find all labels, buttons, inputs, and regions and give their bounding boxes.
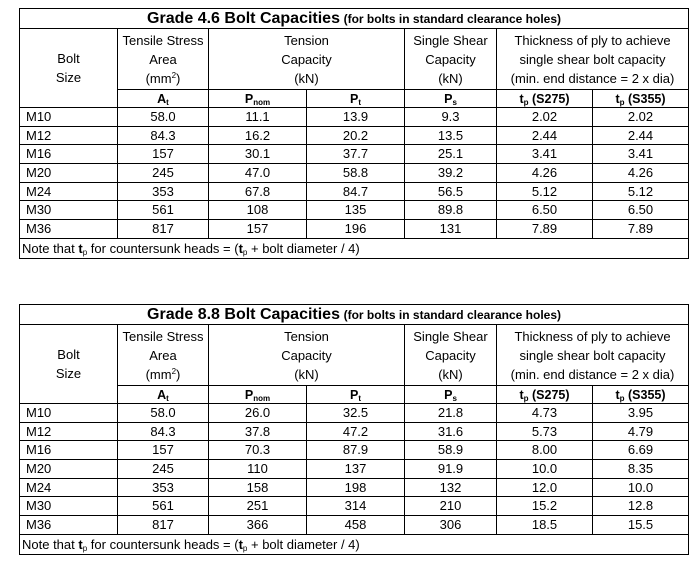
ps-cell: 132: [405, 478, 497, 497]
table-row: [20, 404, 689, 423]
ps-cell: 56.5: [405, 182, 497, 201]
tp-s275-cell: 12.0: [497, 478, 593, 497]
table-row: [20, 220, 689, 239]
pnom-cell: 37.8: [209, 422, 307, 441]
tp-s275-cell: 6.50: [497, 201, 593, 220]
tensile-area-cell: 817: [118, 516, 209, 535]
table-row: [20, 516, 689, 535]
tp-s275-cell: 5.73: [497, 422, 593, 441]
table-row: [20, 460, 689, 479]
shear-capacity-header: Single Shear Capacity (kN): [405, 29, 497, 90]
pt-cell: 314: [307, 497, 405, 516]
tp-s275-cell: 5.12: [497, 182, 593, 201]
pnom-cell: 157: [209, 220, 307, 239]
table-row: [20, 108, 689, 127]
table-row: [20, 441, 689, 460]
symbol-pt: $P_t$: [307, 386, 405, 404]
tp-s355-cell: 7.89: [593, 220, 689, 239]
ps-cell: 131: [405, 220, 497, 239]
pt-cell: 13.9: [307, 108, 405, 127]
bolt-size-cell: M20: [20, 460, 118, 479]
pt-cell: 137: [307, 460, 405, 479]
tension-capacity-header: Tension Capacity (kN): [209, 325, 405, 386]
pnom-cell: 47.0: [209, 164, 307, 183]
grade-8-8-table: [19, 304, 689, 555]
bolt-size-cell: M20: [20, 164, 118, 183]
symbol-at: $A_t$: [118, 386, 209, 404]
tp-s355-cell: 12.8: [593, 497, 689, 516]
bolt-size-cell: M24: [20, 182, 118, 201]
tensile-area-cell: 58.0: [118, 108, 209, 127]
ps-cell: 58.9: [405, 441, 497, 460]
tensile-area-cell: 245: [118, 460, 209, 479]
bolt-size-cell: M24: [20, 478, 118, 497]
tp-s275-cell: 3.41: [497, 145, 593, 164]
symbol-tp-s355: $t_p$ (S355): [593, 386, 689, 404]
tp-s355-cell: 3.95: [593, 404, 689, 423]
pnom-cell: 251: [209, 497, 307, 516]
tp-s355-cell: 8.35: [593, 460, 689, 479]
bolt-size-cell: M10: [20, 404, 118, 423]
pnom-cell: 67.8: [209, 182, 307, 201]
tp-s275-cell: 18.5: [497, 516, 593, 535]
pt-cell: 20.2: [307, 126, 405, 145]
pnom-cell: 70.3: [209, 441, 307, 460]
tensile-area-cell: 353: [118, 182, 209, 201]
symbol-ps: $P_s$: [405, 90, 497, 108]
tp-s355-cell: 4.26: [593, 164, 689, 183]
tp-s355-cell: 2.02: [593, 108, 689, 127]
tensile-area-cell: 157: [118, 441, 209, 460]
pnom-cell: 11.1: [209, 108, 307, 127]
pt-cell: 37.7: [307, 145, 405, 164]
pt-cell: 198: [307, 478, 405, 497]
bolt-size-cell: M30: [20, 201, 118, 220]
symbol-pt: $P_t$: [307, 90, 405, 108]
pnom-cell: 16.2: [209, 126, 307, 145]
bolt-size-cell: M36: [20, 516, 118, 535]
ps-cell: 89.8: [405, 201, 497, 220]
bolt-size-header: Bolt Size: [20, 29, 118, 108]
table-row: [20, 497, 689, 516]
symbol-ps: $P_s$: [405, 386, 497, 404]
tension-capacity-header: Tension Capacity (kN): [209, 29, 405, 90]
bolt-size-cell: M16: [20, 145, 118, 164]
ps-cell: 306: [405, 516, 497, 535]
pnom-cell: 366: [209, 516, 307, 535]
pnom-cell: 110: [209, 460, 307, 479]
pnom-cell: 158: [209, 478, 307, 497]
ply-thickness-header: Thickness of ply to achieve single shear bolt capacity (min. end distance = 2 x dia): [497, 29, 689, 90]
table-title: Grade 8.8 Bolt Capacities (for bolts in standard clearance holes): [20, 305, 689, 325]
tensile-area-cell: 84.3: [118, 422, 209, 441]
tp-s355-cell: 4.79: [593, 422, 689, 441]
table-note: Note that $t_p$ for countersunk heads = ($t_p$ + bolt diameter / 4): [20, 238, 689, 258]
tp-s355-cell: 6.69: [593, 441, 689, 460]
tensile-area-cell: 157: [118, 145, 209, 164]
symbol-tp-s275: $t_p$ (S275): [497, 386, 593, 404]
ply-thickness-header: Thickness of ply to achieve single shear bolt capacity (min. end distance = 2 x dia): [497, 325, 689, 386]
pt-cell: 47.2: [307, 422, 405, 441]
pnom-cell: 108: [209, 201, 307, 220]
symbol-tp-s275: $t_p$ (S275): [497, 90, 593, 108]
table-title: Grade 4.6 Bolt Capacities (for bolts in standard clearance holes): [20, 9, 689, 29]
pt-cell: 87.9: [307, 441, 405, 460]
tp-s355-cell: 10.0: [593, 478, 689, 497]
tp-s275-cell: 4.73: [497, 404, 593, 423]
ps-cell: 21.8: [405, 404, 497, 423]
tensile-area-cell: 561: [118, 201, 209, 220]
table-row: [20, 126, 689, 145]
pnom-cell: 26.0: [209, 404, 307, 423]
tensile-area-cell: 353: [118, 478, 209, 497]
table-row: [20, 201, 689, 220]
pt-cell: 458: [307, 516, 405, 535]
table-row: [20, 478, 689, 497]
ps-cell: 25.1: [405, 145, 497, 164]
tp-s275-cell: 8.00: [497, 441, 593, 460]
symbol-pnom: $P_{nom}$: [209, 90, 307, 108]
tp-s275-cell: 7.89: [497, 220, 593, 239]
tensile-area-header: Tensile Stress Area $(mm^2)$: [118, 325, 209, 386]
ps-cell: 9.3: [405, 108, 497, 127]
bolt-size-header: Bolt Size: [20, 325, 118, 404]
tp-s355-cell: 6.50: [593, 201, 689, 220]
ps-cell: 31.6: [405, 422, 497, 441]
tensile-area-cell: 561: [118, 497, 209, 516]
bolt-size-cell: M12: [20, 126, 118, 145]
symbol-tp-s355: $t_p$ (S355): [593, 90, 689, 108]
table-note: Note that $t_p$ for countersunk heads = ($t_p$ + bolt diameter / 4): [20, 534, 689, 554]
tensile-area-cell: 58.0: [118, 404, 209, 423]
tp-s275-cell: 4.26: [497, 164, 593, 183]
symbol-pnom: $P_{nom}$: [209, 386, 307, 404]
table-row: [20, 145, 689, 164]
ps-cell: 210: [405, 497, 497, 516]
tensile-area-cell: 245: [118, 164, 209, 183]
tp-s355-cell: 5.12: [593, 182, 689, 201]
tensile-area-header: Tensile Stress Area $(mm^2)$: [118, 29, 209, 90]
pnom-cell: 30.1: [209, 145, 307, 164]
bolt-size-cell: M12: [20, 422, 118, 441]
ps-cell: 91.9: [405, 460, 497, 479]
table-row: [20, 182, 689, 201]
bolt-size-cell: M30: [20, 497, 118, 516]
tensile-area-cell: 817: [118, 220, 209, 239]
bolt-size-cell: M36: [20, 220, 118, 239]
pt-cell: 196: [307, 220, 405, 239]
symbol-at: $A_t$: [118, 90, 209, 108]
tp-s355-cell: 3.41: [593, 145, 689, 164]
tp-s275-cell: 10.0: [497, 460, 593, 479]
tp-s275-cell: 15.2: [497, 497, 593, 516]
ps-cell: 39.2: [405, 164, 497, 183]
table-row: [20, 164, 689, 183]
tp-s275-cell: 2.44: [497, 126, 593, 145]
grade-4-6-table: [19, 8, 689, 259]
pt-cell: 58.8: [307, 164, 405, 183]
tp-s355-cell: 15.5: [593, 516, 689, 535]
bolt-size-cell: M16: [20, 441, 118, 460]
pt-cell: 84.7: [307, 182, 405, 201]
tensile-area-cell: 84.3: [118, 126, 209, 145]
shear-capacity-header: Single Shear Capacity (kN): [405, 325, 497, 386]
tp-s355-cell: 2.44: [593, 126, 689, 145]
pt-cell: 32.5: [307, 404, 405, 423]
table-row: [20, 422, 689, 441]
bolt-size-cell: M10: [20, 108, 118, 127]
tp-s275-cell: 2.02: [497, 108, 593, 127]
ps-cell: 13.5: [405, 126, 497, 145]
pt-cell: 135: [307, 201, 405, 220]
